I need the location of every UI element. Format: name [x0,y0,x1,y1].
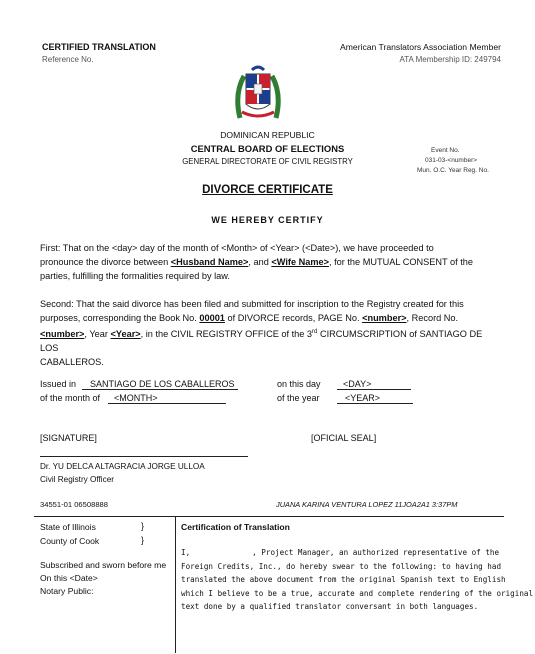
first-line-1: First: That on the <day> day of the month of <Month> of <Year> (<Date>), we have proceeded to [40,243,434,253]
first-text: , and [248,257,272,267]
notary-public-label: Notary Public: [40,586,94,596]
central-board-name: CENTRAL BOARD OF ELECTIONS [190,143,345,154]
translation-text: I, [181,548,191,557]
certification-title: Certification of Translation [181,522,290,532]
second-text: CIRCUMSCRIPTION of SANTIAGO DE LOS [40,329,483,354]
year-reg-label: Mun. O.C. Year Reg. No. [417,167,489,174]
box-divider [175,516,176,653]
record-number: <number> [40,329,85,340]
signature-placeholder: [SIGNATURE] [40,433,97,443]
notary-county: County of Cook [40,536,100,546]
first-text: pronounce the divorce between [40,257,171,267]
translation-line-4: which I believe to be a true, accurate and complete rendering of the original [181,588,534,598]
registrar-stamp-line: JUANA KARINA VENTURA LOPEZ 11JOA2A1 3:37PM [276,500,458,509]
ata-membership-id: ATA Membership ID: 249794 [399,55,501,64]
issued-in-label: Issued in [40,379,77,389]
country-name: DOMINICAN REPUBLIC [220,130,315,140]
notary-state: State of Illinois [40,522,96,532]
brace-symbol: } [141,521,145,531]
second-line-4: CABALLEROS. [40,357,104,368]
translation-text: , Project Manager, an authorized representative of the [252,548,500,557]
issued-year: <YEAR> [337,393,413,404]
notary-subscribed: Subscribed and sworn before me [40,560,167,570]
on-this-day-label: on this day [277,379,321,389]
second-text: , Record No. [406,313,459,323]
translation-line-5: text done by a qualified translator conversant in both languages. [181,602,479,611]
first-text: , for the MUTUAL CONSENT of the [329,257,473,267]
second-text: of DIVORCE records, PAGE No. [224,313,363,323]
translation-line-3: translated the above document from the original Spanish text to English [181,575,506,584]
translation-line-2: Foreign Credits, Inc., do hereby swear to the following: to having had [181,561,502,571]
wife-name: <Wife Name> [271,257,329,267]
second-text: , in the CIVIL REGISTRY OFFICE of the 3 [140,329,313,340]
second-line-2 [40,311,492,325]
ordinal-suffix: rd [312,329,318,335]
notary-date: On this <Date> [40,573,98,583]
document-title: DIVORCE CERTIFICATE [202,184,333,196]
of-the-year-label: of the year [277,393,320,403]
second-line-3 [40,325,492,355]
page-number: <number> [362,313,407,323]
first-line-3: parties, fulfilling the formalities required by law. [40,271,230,281]
coat-of-arms-icon [232,64,284,122]
first-line-2 [40,255,492,269]
translation-statement [181,546,534,614]
second-paragraph [40,297,492,369]
record-year: <Year> [110,329,141,340]
issued-month: <MONTH> [108,393,226,404]
we-hereby-certify: WE HEREBY CERTIFY [211,215,324,225]
ata-member-title: American Translators Association Member [340,42,501,52]
issued-place: SANTIAGO DE LOS CABALLEROS [82,379,238,390]
second-text: purposes, corresponding the Book No. [40,313,200,323]
registry-code: 34551-01 06508888 [40,500,108,509]
civil-registry-directorate: GENERAL DIRECTORATE OF CIVIL REGISTRY [182,157,353,166]
husband-name: <Husband Name> [170,257,249,267]
translation-line-1 [181,546,501,560]
signature-line [40,456,248,457]
book-number: 00001 [199,313,225,323]
official-seal-placeholder: [OFICIAL SEAL] [311,433,377,443]
first-paragraph [40,241,492,283]
month-label: of the month of [40,393,101,403]
brace-symbol: } [141,535,145,545]
event-number: 031-03-<number> [425,157,478,164]
officer-title: Civil Registry Officer [40,475,115,484]
second-text: , Year [84,329,111,340]
certified-translation-title: CERTIFIED TRANSLATION [42,42,156,52]
second-line-1: Second: That the said divorce has been filed and submitted for inscription to the Registry created for this [40,299,464,309]
reference-no-label: Reference No. [42,55,94,64]
event-no-label: Event No. [431,147,460,154]
issued-day: <DAY> [337,379,411,390]
officer-name: Dr. YU DELCA ALTAGRACIA JORGE ULLOA [40,462,205,471]
